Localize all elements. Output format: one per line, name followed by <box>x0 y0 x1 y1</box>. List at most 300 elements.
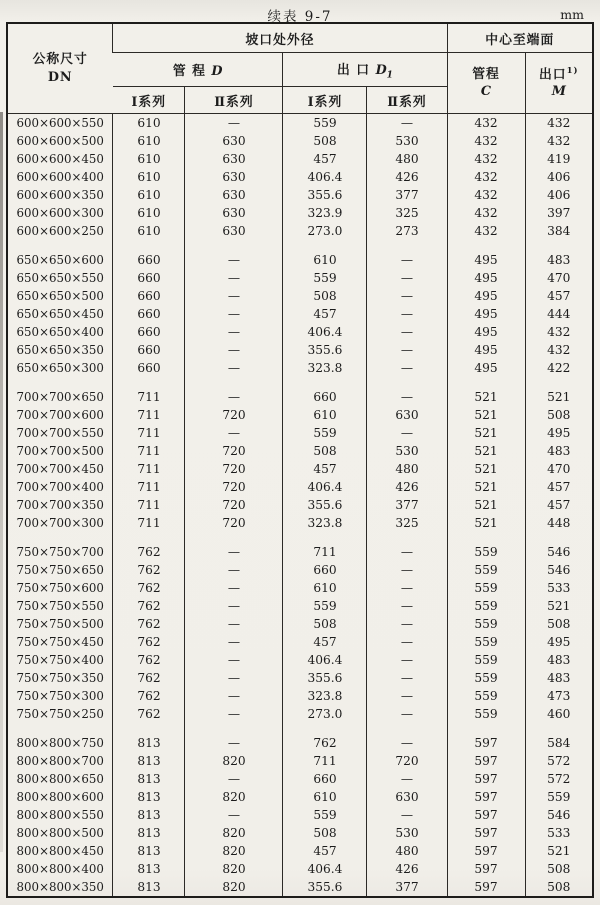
cell-outlet-d1-series-1: 355.6 <box>283 878 367 897</box>
header-outlet-m-symbol: M <box>551 84 566 100</box>
table-row <box>7 770 593 788</box>
cell-outlet-m: 495 <box>525 424 593 442</box>
cell-run-d-series-2: — <box>185 806 283 824</box>
cell-outlet-d1-series-2: 426 <box>367 168 447 186</box>
cell-dn: 650×650×600 <box>16 253 104 267</box>
table-row <box>7 806 593 824</box>
cell-run-d-series-2: — <box>185 269 283 287</box>
cell-run-c: 597 <box>447 788 525 806</box>
cell-run-d-series-2: 630 <box>185 132 283 150</box>
cell-run-d-series-1: 610 <box>113 132 185 150</box>
header-run-d <box>113 53 283 87</box>
cell-run-d-series-1: 660 <box>113 305 185 323</box>
table-row <box>7 752 593 770</box>
cell-outlet-d1-series-2: — <box>367 669 447 687</box>
cell-outlet-m: 546 <box>525 543 593 561</box>
cell-run-d-series-1: 660 <box>113 287 185 305</box>
header-run-c-label: 管程 <box>472 66 500 82</box>
cell-dn: 800×800×500 <box>16 826 104 840</box>
cell-run-d-series-2: — <box>185 561 283 579</box>
group-gap-row <box>7 532 593 543</box>
table-row <box>7 615 593 633</box>
cell-run-d-series-2: 630 <box>185 186 283 204</box>
gap-cell <box>283 532 367 543</box>
cell-run-d-series-2: 820 <box>185 824 283 842</box>
table-row <box>7 287 593 305</box>
cell-run-c: 521 <box>447 514 525 532</box>
cell-outlet-d1-series-1: 406.4 <box>283 860 367 878</box>
cell-run-d-series-1: 711 <box>113 442 185 460</box>
cell-dn: 650×650×550 <box>16 271 104 285</box>
cell-outlet-d1-series-2: — <box>367 251 447 269</box>
cell-outlet-d1-series-2: 480 <box>367 460 447 478</box>
table-row <box>7 150 593 168</box>
table-row <box>7 705 593 723</box>
gap-cell <box>185 723 283 734</box>
cell-outlet-m: 457 <box>525 496 593 514</box>
cell-run-c: 495 <box>447 269 525 287</box>
header-dn-symbol: DN <box>47 69 73 85</box>
cell-run-d-series-1: 813 <box>113 860 185 878</box>
cell-dn: 750×750×300 <box>16 689 104 703</box>
cell-outlet-d1-series-2: 530 <box>367 442 447 460</box>
cell-run-c: 559 <box>447 687 525 705</box>
cell-run-d-series-1: 660 <box>113 323 185 341</box>
gap-cell <box>185 377 283 388</box>
cell-outlet-d1-series-2: 426 <box>367 478 447 496</box>
cell-outlet-d1-series-2: 480 <box>367 150 447 168</box>
header-run-d-symbol: D <box>211 64 223 79</box>
cell-dn: 600×600×250 <box>16 224 104 238</box>
cell-dn: 700×700×300 <box>16 516 104 530</box>
cell-outlet-d1-series-1: 508 <box>283 824 367 842</box>
cell-dn: 700×700×450 <box>16 462 104 476</box>
cell-run-d-series-2: — <box>185 424 283 442</box>
cell-run-c: 521 <box>447 442 525 460</box>
cell-run-d-series-1: 813 <box>113 806 185 824</box>
cell-outlet-d1-series-2: — <box>367 705 447 723</box>
cell-dn: 650×650×500 <box>16 289 104 303</box>
cell-outlet-d1-series-1: 355.6 <box>283 669 367 687</box>
table-row <box>7 222 593 240</box>
cell-run-d-series-1: 711 <box>113 496 185 514</box>
header-outlet-d1-symbol: $D_1$ <box>375 62 393 81</box>
cell-run-c: 495 <box>447 323 525 341</box>
cell-run-d-series-2: 720 <box>185 460 283 478</box>
cell-dn: 750×750×600 <box>16 581 104 595</box>
cell-run-d-series-2: — <box>185 287 283 305</box>
cell-outlet-d1-series-2: 377 <box>367 496 447 514</box>
cell-outlet-m: 419 <box>525 150 593 168</box>
cell-dn: 750×750×550 <box>16 599 104 613</box>
cell-run-d-series-1: 813 <box>113 878 185 897</box>
cell-dn: 750×750×650 <box>16 563 104 577</box>
cell-outlet-d1-series-1: 457 <box>283 460 367 478</box>
cell-dn: 800×800×650 <box>16 772 104 786</box>
cell-outlet-d1-series-2: — <box>367 543 447 561</box>
scan-edge-artifact <box>0 112 3 852</box>
gap-cell <box>367 240 447 251</box>
cell-outlet-d1-series-2: — <box>367 687 447 705</box>
header-run-c <box>447 53 525 114</box>
cell-run-d-series-2: — <box>185 251 283 269</box>
gap-cell <box>185 532 283 543</box>
table-row <box>7 406 593 424</box>
cell-dn: 800×800×550 <box>16 808 104 822</box>
table-row <box>7 514 593 532</box>
cell-outlet-d1-series-2: — <box>367 561 447 579</box>
cell-outlet-d1-series-1: 406.4 <box>283 651 367 669</box>
gap-cell <box>447 240 525 251</box>
table-row <box>7 186 593 204</box>
cell-run-d-series-1: 610 <box>113 186 185 204</box>
cell-run-d-series-1: 660 <box>113 269 185 287</box>
cell-outlet-d1-series-2: 530 <box>367 824 447 842</box>
cell-dn: 650×650×400 <box>16 325 104 339</box>
gap-cell <box>525 532 593 543</box>
cell-outlet-m: 432 <box>525 341 593 359</box>
cell-dn: 650×650×450 <box>16 307 104 321</box>
table-row <box>7 687 593 705</box>
page-header <box>0 0 600 25</box>
cell-run-d-series-2: — <box>185 687 283 705</box>
cell-outlet-d1-series-1: 273.0 <box>283 705 367 723</box>
gap-cell <box>283 240 367 251</box>
cell-run-c: 597 <box>447 806 525 824</box>
table-row <box>7 842 593 860</box>
cell-run-d-series-2: — <box>185 597 283 615</box>
cell-run-d-series-1: 660 <box>113 359 185 377</box>
cell-outlet-d1-series-1: 610 <box>283 788 367 806</box>
header-outlet-d1-label: 出 口 <box>337 62 371 78</box>
cell-run-d-series-1: 610 <box>113 222 185 240</box>
cell-outlet-m: 457 <box>525 287 593 305</box>
cell-outlet-d1-series-1: 323.9 <box>283 204 367 222</box>
cell-run-d-series-2: — <box>185 734 283 752</box>
dimension-table <box>6 22 594 898</box>
cell-outlet-m: 521 <box>525 597 593 615</box>
cell-run-d-series-1: 762 <box>113 705 185 723</box>
cell-run-d-series-1: 762 <box>113 687 185 705</box>
cell-outlet-m: 508 <box>525 615 593 633</box>
cell-run-d-series-1: 610 <box>113 114 185 133</box>
header-outlet-m-label: 出口$^{1)}$ <box>539 65 579 82</box>
cell-run-d-series-1: 762 <box>113 633 185 651</box>
cell-run-d-series-2: 820 <box>185 860 283 878</box>
header-outlet-m <box>525 53 593 114</box>
cell-run-c: 559 <box>447 543 525 561</box>
cell-dn: 600×600×300 <box>16 206 104 220</box>
gap-cell <box>367 377 447 388</box>
cell-outlet-m: 546 <box>525 806 593 824</box>
cell-run-c: 597 <box>447 770 525 788</box>
cell-run-d-series-1: 762 <box>113 543 185 561</box>
cell-outlet-m: 559 <box>525 788 593 806</box>
cell-outlet-m: 406 <box>525 168 593 186</box>
cell-outlet-d1-series-1: 559 <box>283 114 367 133</box>
cell-outlet-m: 460 <box>525 705 593 723</box>
cell-outlet-m: 397 <box>525 204 593 222</box>
cell-dn: 750×750×400 <box>16 653 104 667</box>
table-row <box>7 788 593 806</box>
group-gap-row <box>7 240 593 251</box>
cell-run-c: 559 <box>447 615 525 633</box>
table-row <box>7 460 593 478</box>
cell-outlet-d1-series-1: 559 <box>283 269 367 287</box>
gap-cell <box>447 723 525 734</box>
group-gap-row <box>7 377 593 388</box>
cell-dn: 600×600×550 <box>16 116 104 130</box>
table-row <box>7 168 593 186</box>
cell-dn: 600×600×400 <box>16 170 104 184</box>
header-outlet-d1-series-1: Ⅰ系列 <box>283 87 367 114</box>
cell-run-d-series-2: 720 <box>185 442 283 460</box>
cell-outlet-m: 508 <box>525 878 593 897</box>
cell-run-d-series-2: — <box>185 770 283 788</box>
table-row <box>7 132 593 150</box>
cell-outlet-d1-series-1: 457 <box>283 842 367 860</box>
cell-run-c: 597 <box>447 752 525 770</box>
cell-outlet-d1-series-2: — <box>367 651 447 669</box>
cell-run-d-series-1: 762 <box>113 615 185 633</box>
cell-outlet-m: 508 <box>525 860 593 878</box>
header-dn <box>7 23 113 114</box>
cell-outlet-d1-series-1: 508 <box>283 615 367 633</box>
header-run-d-series-2: Ⅱ系列 <box>185 87 283 114</box>
cell-outlet-m: 521 <box>525 388 593 406</box>
cell-dn: 700×700×350 <box>16 498 104 512</box>
cell-run-d-series-2: — <box>185 579 283 597</box>
cell-run-d-series-1: 813 <box>113 824 185 842</box>
gap-cell <box>447 377 525 388</box>
unit-label: mm <box>560 7 584 22</box>
cell-run-c: 521 <box>447 496 525 514</box>
gap-cell <box>7 377 113 388</box>
cell-run-d-series-2: 720 <box>185 496 283 514</box>
cell-outlet-d1-series-1: 711 <box>283 752 367 770</box>
cell-run-d-series-2: 720 <box>185 478 283 496</box>
gap-cell <box>283 377 367 388</box>
cell-outlet-d1-series-1: 660 <box>283 561 367 579</box>
cell-run-d-series-2: — <box>185 615 283 633</box>
cell-run-d-series-2: — <box>185 633 283 651</box>
cell-dn: 650×650×350 <box>16 343 104 357</box>
cell-outlet-d1-series-2: — <box>367 424 447 442</box>
table-row <box>7 824 593 842</box>
cell-outlet-d1-series-2: 480 <box>367 842 447 860</box>
cell-run-d-series-2: 820 <box>185 842 283 860</box>
table-row <box>7 424 593 442</box>
cell-outlet-d1-series-1: 457 <box>283 633 367 651</box>
cell-dn: 600×600×500 <box>16 134 104 148</box>
cell-run-c: 495 <box>447 359 525 377</box>
cell-dn: 800×800×700 <box>16 754 104 768</box>
cell-outlet-d1-series-1: 508 <box>283 132 367 150</box>
cell-dn: 800×800×350 <box>16 880 104 894</box>
cell-outlet-d1-series-1: 660 <box>283 388 367 406</box>
cell-run-c: 559 <box>447 651 525 669</box>
cell-outlet-d1-series-2: 377 <box>367 878 447 897</box>
cell-dn: 750×750×350 <box>16 671 104 685</box>
gap-cell <box>113 723 185 734</box>
header-outlet-d1 <box>283 53 447 87</box>
cell-outlet-d1-series-1: 273.0 <box>283 222 367 240</box>
gap-cell <box>525 723 593 734</box>
cell-outlet-d1-series-1: 406.4 <box>283 478 367 496</box>
cell-outlet-m: 470 <box>525 460 593 478</box>
cell-outlet-m: 572 <box>525 770 593 788</box>
cell-run-d-series-1: 660 <box>113 341 185 359</box>
cell-outlet-m: 483 <box>525 651 593 669</box>
gap-cell <box>185 240 283 251</box>
cell-outlet-m: 457 <box>525 478 593 496</box>
cell-dn: 800×800×750 <box>16 736 104 750</box>
cell-outlet-d1-series-2: — <box>367 341 447 359</box>
cell-outlet-d1-series-2: — <box>367 269 447 287</box>
cell-outlet-m: 521 <box>525 842 593 860</box>
cell-run-c: 597 <box>447 824 525 842</box>
cell-outlet-m: 406 <box>525 186 593 204</box>
table-row <box>7 323 593 341</box>
cell-outlet-m: 483 <box>525 669 593 687</box>
cell-run-d-series-2: 630 <box>185 222 283 240</box>
cell-run-d-series-1: 610 <box>113 168 185 186</box>
header-outlet-d1-series-2: Ⅱ系列 <box>367 87 447 114</box>
cell-outlet-d1-series-1: 323.8 <box>283 359 367 377</box>
cell-run-d-series-1: 711 <box>113 460 185 478</box>
table-row <box>7 204 593 222</box>
table-body <box>7 114 593 898</box>
cell-outlet-d1-series-1: 559 <box>283 806 367 824</box>
cell-outlet-d1-series-2: 325 <box>367 514 447 532</box>
cell-run-c: 559 <box>447 633 525 651</box>
table-row <box>7 269 593 287</box>
cell-outlet-m: 473 <box>525 687 593 705</box>
cell-outlet-m: 495 <box>525 633 593 651</box>
cell-run-d-series-2: — <box>185 341 283 359</box>
cell-dn: 750×750×450 <box>16 635 104 649</box>
cell-run-c: 559 <box>447 561 525 579</box>
cell-outlet-m: 483 <box>525 251 593 269</box>
cell-outlet-d1-series-1: 457 <box>283 305 367 323</box>
cell-outlet-d1-series-2: 273 <box>367 222 447 240</box>
cell-outlet-d1-series-1: 711 <box>283 543 367 561</box>
cell-dn: 750×750×700 <box>16 545 104 559</box>
gap-cell <box>113 240 185 251</box>
table-row <box>7 442 593 460</box>
table-row <box>7 114 593 133</box>
table-row <box>7 651 593 669</box>
cell-run-d-series-1: 813 <box>113 842 185 860</box>
cell-run-d-series-2: 720 <box>185 514 283 532</box>
cell-dn: 600×600×350 <box>16 188 104 202</box>
cell-outlet-d1-series-2: — <box>367 579 447 597</box>
cell-run-d-series-2: — <box>185 705 283 723</box>
table-title: 续表 9-7 <box>267 9 333 25</box>
cell-run-d-series-1: 762 <box>113 561 185 579</box>
cell-outlet-d1-series-2: — <box>367 770 447 788</box>
cell-run-d-series-2: — <box>185 305 283 323</box>
cell-dn: 800×800×400 <box>16 862 104 876</box>
cell-run-c: 432 <box>447 222 525 240</box>
cell-run-d-series-2: 820 <box>185 752 283 770</box>
cell-run-d-series-1: 610 <box>113 204 185 222</box>
cell-outlet-m: 572 <box>525 752 593 770</box>
cell-run-d-series-2: — <box>185 114 283 133</box>
cell-run-c: 521 <box>447 388 525 406</box>
cell-run-c: 495 <box>447 305 525 323</box>
cell-outlet-d1-series-2: — <box>367 114 447 133</box>
cell-outlet-d1-series-2: — <box>367 323 447 341</box>
cell-outlet-d1-series-2: 325 <box>367 204 447 222</box>
cell-outlet-m: 448 <box>525 514 593 532</box>
cell-dn: 750×750×250 <box>16 707 104 721</box>
cell-dn: 600×600×450 <box>16 152 104 166</box>
cell-outlet-m: 508 <box>525 406 593 424</box>
cell-outlet-d1-series-1: 323.8 <box>283 687 367 705</box>
cell-outlet-m: 483 <box>525 442 593 460</box>
cell-run-d-series-1: 762 <box>113 651 185 669</box>
cell-run-d-series-1: 813 <box>113 788 185 806</box>
header-dn-label: 公称尺寸 <box>32 52 88 68</box>
cell-dn: 700×700×650 <box>16 390 104 404</box>
table-row <box>7 878 593 897</box>
cell-outlet-d1-series-2: — <box>367 633 447 651</box>
cell-outlet-d1-series-1: 355.6 <box>283 496 367 514</box>
cell-run-d-series-2: — <box>185 323 283 341</box>
cell-outlet-d1-series-2: — <box>367 734 447 752</box>
table-row <box>7 579 593 597</box>
cell-outlet-d1-series-1: 355.6 <box>283 341 367 359</box>
cell-run-d-series-2: — <box>185 543 283 561</box>
cell-run-c: 559 <box>447 597 525 615</box>
gap-cell <box>367 723 447 734</box>
cell-run-d-series-1: 660 <box>113 251 185 269</box>
table-row <box>7 669 593 687</box>
cell-dn: 750×750×500 <box>16 617 104 631</box>
table-row <box>7 734 593 752</box>
gap-cell <box>113 377 185 388</box>
table-row <box>7 633 593 651</box>
cell-run-d-series-1: 813 <box>113 752 185 770</box>
cell-outlet-d1-series-1: 559 <box>283 424 367 442</box>
cell-run-d-series-1: 711 <box>113 514 185 532</box>
cell-run-c: 495 <box>447 341 525 359</box>
cell-outlet-m: 533 <box>525 824 593 842</box>
header-center-to-end: 中心至端面 <box>447 23 593 53</box>
gap-cell <box>7 240 113 251</box>
cell-run-c: 432 <box>447 150 525 168</box>
cell-run-d-series-2: — <box>185 388 283 406</box>
cell-run-c: 432 <box>447 168 525 186</box>
cell-outlet-d1-series-1: 406.4 <box>283 323 367 341</box>
cell-outlet-d1-series-1: 762 <box>283 734 367 752</box>
gap-cell <box>525 240 593 251</box>
cell-run-d-series-2: — <box>185 359 283 377</box>
gap-cell <box>113 532 185 543</box>
cell-outlet-d1-series-1: 508 <box>283 287 367 305</box>
cell-run-c: 559 <box>447 705 525 723</box>
cell-run-d-series-1: 711 <box>113 478 185 496</box>
cell-dn: 700×700×600 <box>16 408 104 422</box>
cell-outlet-d1-series-1: 508 <box>283 442 367 460</box>
cell-run-d-series-1: 813 <box>113 770 185 788</box>
table-row <box>7 543 593 561</box>
cell-outlet-d1-series-2: — <box>367 287 447 305</box>
table-row <box>7 305 593 323</box>
gap-cell <box>525 377 593 388</box>
table-row <box>7 251 593 269</box>
